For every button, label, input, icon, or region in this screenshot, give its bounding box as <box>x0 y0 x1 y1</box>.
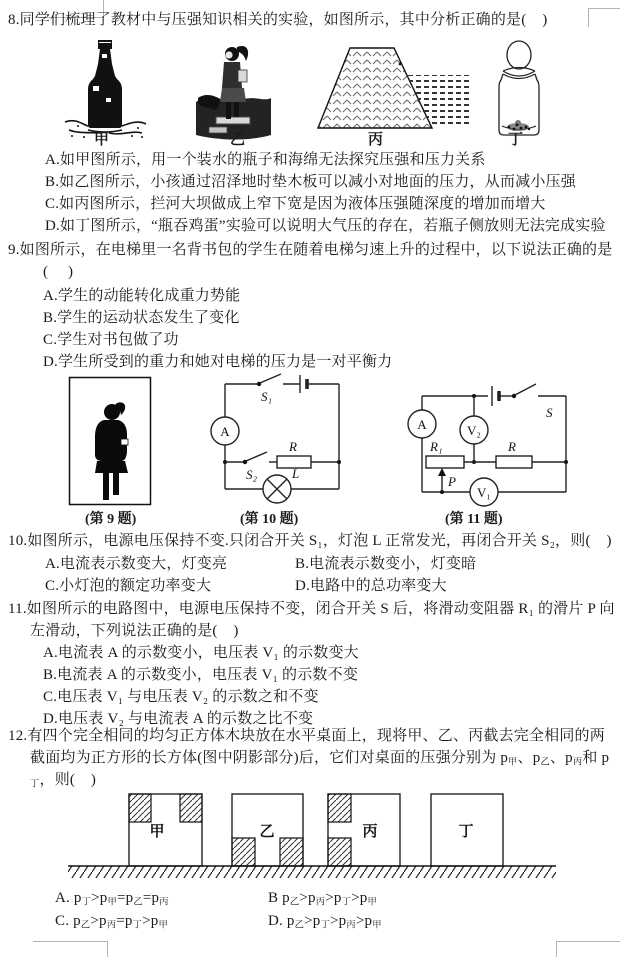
q11-slider-label: P <box>448 474 456 489</box>
q10-resistor-label: R <box>289 439 297 454</box>
figure-q11-circuit <box>398 372 583 504</box>
q10-option-a: A.电流表示数变大，灯变亮 <box>45 556 228 572</box>
crop-mark-top-right <box>588 8 620 27</box>
q8-label-yi: 乙 <box>230 132 246 148</box>
q11-option-a: A.电流表 A 的示数变小，电压表 V₁ 的示数变大 <box>43 645 359 661</box>
figure-q8-dam <box>312 42 477 134</box>
question-11-line2: 左滑动，下列说法正确的是( ) <box>30 623 239 639</box>
caption-figure-11: (第 11 题) <box>445 512 503 527</box>
q11-option-c: C.电压表 V₁ 与电压表 V₂ 的示数之和不变 <box>43 689 319 705</box>
q11-switch-label: S <box>546 405 553 420</box>
figure-q12-blocks <box>60 788 565 880</box>
q11-rheostat-label: R₁ <box>430 439 443 454</box>
q12-option-d: D. $p_乙>p_丁>p_丙>p_甲$ <box>268 913 382 931</box>
question-12-line3: $_丁$，则( ) <box>30 772 97 790</box>
q10-option-b: B.电流表示数变小，灯变暗 <box>295 556 477 572</box>
q12-option-b: B $p_乙>p_丙>p_丁>p_甲$ <box>268 890 377 908</box>
q10-option-d: D.电路中的总功率变大 <box>295 578 447 594</box>
question-8-title: 8.同学们梳理了教材中与压强知识相关的实验，如图所示，其中分析正确的是( ) <box>8 12 548 28</box>
figure-q8-child-on-plank <box>196 40 271 142</box>
crop-mark-bottom-left <box>33 941 108 957</box>
q12-block-label-jia: 甲 <box>149 824 165 840</box>
q12-block-label-yi: 乙 <box>259 824 275 840</box>
q12-option-a: A. $p_丁>p_甲=p_乙=p_丙$ <box>55 890 169 908</box>
question-12-line1: 12.有四个完全相同的均匀正方体木块放在水平桌面上，现将甲、乙、丙截去完全相同的两 <box>8 728 605 744</box>
q8-option-d: D.如丁图所示，“瓶吞鸡蛋”实验可以说明大气压的存在，若瓶子侧放则无法完成实验 <box>45 218 606 234</box>
question-10-title: 10.如图所示，电源电压保持不变.只闭合开关 S₁，灯泡 L 正常发光，再闭合开关 S₂，则( ) <box>8 533 612 549</box>
q11-voltmeter2-label: V₂ <box>467 423 481 438</box>
q10-switch1-label: S₁ <box>261 389 273 404</box>
figure-q9-student-silhouette <box>68 376 152 506</box>
q8-option-b: B.如乙图所示，小孩通过沼泽地时垫木板可以减小对地面的压力，从而减小压强 <box>45 174 576 190</box>
q12-block-label-bing: 丙 <box>362 824 378 840</box>
figure-q10-circuit <box>205 370 355 505</box>
q12-option-c: C. $p_乙>p_丙=p_丁>p_甲$ <box>55 913 168 931</box>
q9-option-c: C.学生对书包做了功 <box>43 332 179 348</box>
q9-option-b: B.学生的运动状态发生了变化 <box>43 310 240 326</box>
figure-q8-jar-with-egg <box>488 38 550 140</box>
q11-option-d: D.电压表 V₂ 与电流表 A 的示数之比不变 <box>43 711 314 727</box>
caption-figure-10: (第 10 题) <box>240 512 299 527</box>
q8-option-a: A.如甲图所示，用一个装水的瓶子和海绵无法探究压强和压力关系 <box>45 152 486 168</box>
question-9-title: 9.如图所示，在电梯里一名背书包的学生在随着电梯匀速上升的过程中，以下说法正确的是 <box>8 242 613 258</box>
q11-resistor-label: R <box>508 439 516 454</box>
q8-label-ding: 丁 <box>508 132 524 148</box>
q10-ammeter-label: A <box>220 424 230 439</box>
question-11-line1: 11.如图所示的电路图中，电源电压保持不变，闭合开关 S 后，将滑动变阻器 R₁ 的滑片 P 向 <box>8 601 615 617</box>
q10-lamp-label: L <box>292 466 300 481</box>
q8-option-c: C.如丙图所示，拦河大坝做成上窄下宽是因为液体压强随深度的增加而增大 <box>45 196 546 212</box>
q11-voltmeter1-label: V₁ <box>477 485 491 500</box>
caption-figure-9: (第 9 题) <box>85 512 137 527</box>
q11-ammeter-label: A <box>417 417 427 432</box>
figure-q8-bottle-in-sand <box>62 38 148 138</box>
q9-option-a: A.学生的动能转化成重力势能 <box>43 288 241 304</box>
q10-switch2-label: S₂ <box>246 467 258 482</box>
q10-option-c: C.小灯泡的额定功率变大 <box>45 578 212 594</box>
q8-label-bing: 丙 <box>368 132 384 148</box>
q8-label-jia: 甲 <box>94 132 110 148</box>
crop-mark-bottom-right <box>556 941 620 957</box>
question-12-line2: 截面均为正方形的长方体(图中阴影部分)后，它们对桌面的压强分别为 $p_甲$、$p_乙$、$p_丙$和 p <box>30 750 610 768</box>
q12-block-label-ding: 丁 <box>458 824 474 840</box>
q11-option-b: B.电流表 A 的示数变小，电压表 V₁ 的示数不变 <box>43 667 359 683</box>
q9-paren: ( ) <box>43 264 74 280</box>
q9-option-d: D.学生所受到的重力和她对电梯的压力是一对平衡力 <box>43 354 393 370</box>
